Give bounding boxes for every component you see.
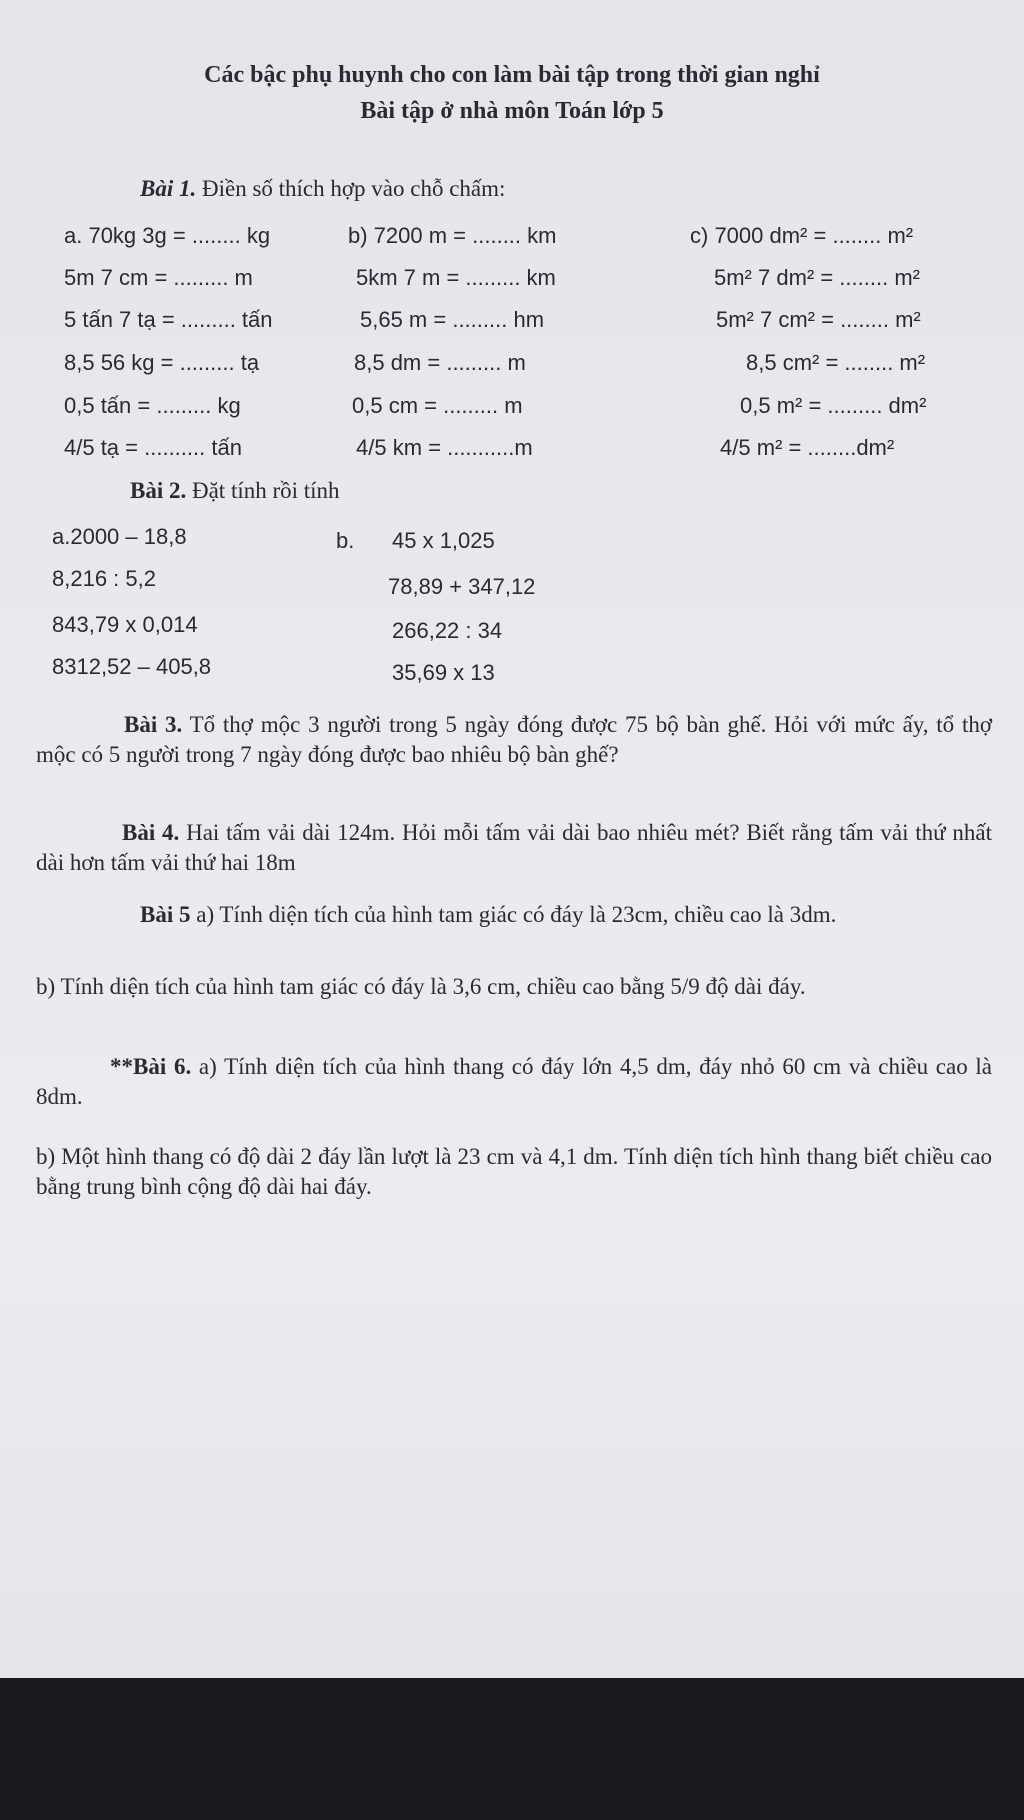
bai1-c-2: 5m² 7 dm² = ........ m² [714, 265, 920, 290]
bai1-c-4: 8,5 cm² = ........ m² [746, 350, 926, 375]
bai2-a-2: 8,216 : 5,2 [52, 566, 156, 591]
bai2-instruction: Đặt tính rồi tính [191, 478, 340, 503]
bai1-b-5: 0,5 cm = ......... m [352, 393, 523, 418]
bai1-heading [140, 176, 505, 202]
bai1-a-6: 4/5 tạ = .......... tấn [64, 435, 242, 460]
bai1-c-6: 4/5 m² = ........dm² [720, 435, 895, 460]
bai6-label: **Bài 6. [110, 1054, 192, 1079]
bai1-c-1: c) 7000 dm² = ........ m² [690, 223, 914, 248]
bai1-label: Bài 1. [140, 176, 197, 201]
bai1-a-4: 8,5 56 kg = ......... tạ [64, 350, 260, 375]
bai1-b-1: b) 7200 m = ........ km [348, 223, 557, 248]
bai6-text-a: a) Tính diện tích của hình thang có đáy lớn 4,5 dm, đáy nhỏ 60 cm và chiều cao là 8dm. [36, 1054, 993, 1109]
bai2-b-2: 78,89 + 347,12 [388, 574, 536, 599]
bai1-a-3: 5 tấn 7 tạ = ......... tấn [64, 307, 273, 332]
bai3-label: Bài 3. [124, 712, 183, 737]
bai1-b-6: 4/5 km = ...........m [356, 435, 533, 460]
bai1-instruction: Điền số thích hợp vào chỗ chấm: [201, 176, 506, 201]
bai2-a-1: a.2000 – 18,8 [52, 524, 187, 549]
bai5-text-a: a) Tính diện tích của hình tam giác có đáy là 23cm, chiều cao là 3dm. [196, 902, 837, 927]
bai1-a-2: 5m 7 cm = ......... m [64, 265, 253, 290]
bai2-b-1: 45 x 1,025 [392, 528, 495, 553]
bai5-label: Bài 5 [140, 902, 191, 927]
background-shadow [0, 1678, 1024, 1820]
bai1-a-5: 0,5 tấn = ......... kg [64, 393, 241, 418]
bai1-c-5: 0,5 m² = ......... dm² [740, 393, 927, 418]
bai1-b-4: 8,5 dm = ......... m [354, 350, 526, 375]
header-line-1: Các bậc phụ huynh cho con làm bài tập trong thời gian nghỉ [204, 62, 820, 88]
bai2-a-3: 843,79 x 0,014 [52, 612, 198, 637]
bai2-b-4: 35,69 x 13 [392, 660, 495, 685]
bai1-b-3: 5,65 m = ......... hm [360, 307, 545, 332]
bai3-paragraph [36, 710, 992, 770]
bai4-paragraph [36, 818, 992, 878]
bai2-a-4: 8312,52 – 405,8 [52, 654, 212, 679]
bai5-paragraph-b: b) Tính diện tích của hình tam giác có đáy là 3,6 cm, chiều cao bằng 5/9 độ dài đáy. [36, 974, 806, 999]
bai4-label: Bài 4. [122, 820, 180, 845]
header-line-2: Bài tập ở nhà môn Toán lớp 5 [360, 98, 664, 124]
bai4-text: Hai tấm vải dài 124m. Hỏi mỗi tấm vải dài bao nhiêu mét? Biết rằng tấm vải thứ nhất dài hơn tấm vải thứ hai 18m [36, 820, 993, 875]
bai6-paragraph-a [36, 1052, 992, 1112]
bai2-heading [130, 478, 340, 504]
bai6-paragraph-b: b) Một hình thang có độ dài 2 đáy lần lượt là 23 cm và 4,1 dm. Tính diện tích hình thang biết chiều cao bằng trung bình cộng độ dài hai đáy. [36, 1144, 992, 1199]
bai3-text: Tổ thợ mộc 3 người trong 5 ngày đóng được 75 bộ bàn ghế. Hỏi với mức ấy, tổ thợ mộc có 5 người trong 7 ngày đóng được bao nhiêu bộ bàn ghế? [36, 712, 992, 767]
bai2-label: Bài 2. [130, 478, 187, 503]
bai1-c-3: 5m² 7 cm² = ........ m² [716, 307, 921, 332]
bai1-b-2: 5km 7 m = ......... km [356, 265, 556, 290]
bai2-b-label: b. [336, 528, 355, 553]
bai2-b-3: 266,22 : 34 [392, 618, 503, 643]
bai5-paragraph-a [36, 900, 992, 930]
bai1-a-1: a. 70kg 3g = ........ kg [64, 223, 271, 248]
